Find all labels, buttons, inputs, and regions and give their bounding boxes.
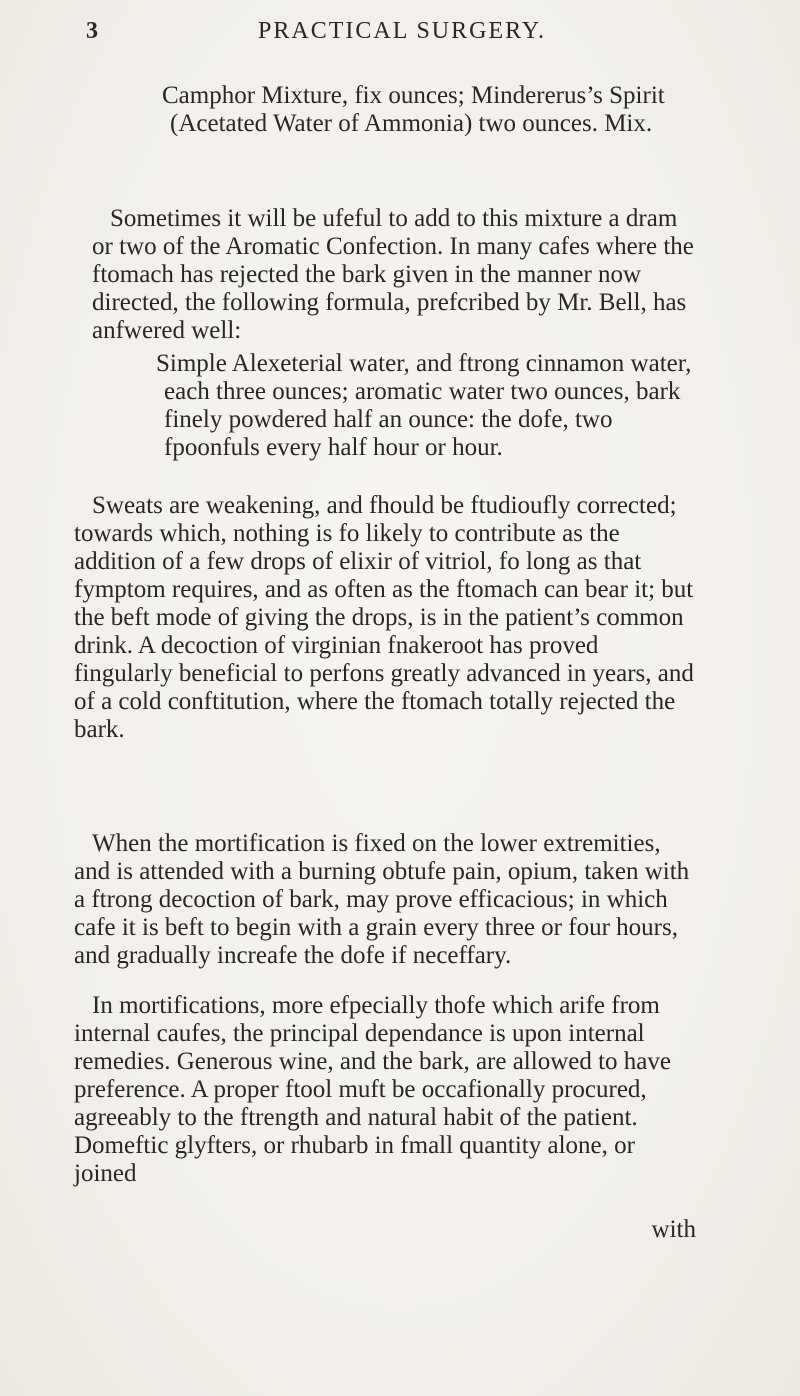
paragraph: Sometimes it will be ufeful to add to this mixture a dram or two of the Aromatic Confection. In many cafes where the ftomach has rejected the bark given in the manner now directed, the following formula, prefcribed by Mr. Bell, has anfwered well: (92, 205, 694, 344)
paragraph: Camphor Mixture, fix ounces; Mindererus’s Spirit (Acetated Water of Ammonia) two ounces. Mix. (162, 82, 665, 137)
paragraph-internal-remedies (74, 992, 702, 1188)
page-header (0, 12, 800, 52)
paragraph-mortification (74, 830, 702, 970)
recipe-alexeterial-water (112, 350, 702, 462)
paragraph: Sweats are weakening, and fhould be ftudioufly corrected; towards which, nothing is fo likely to contribute as the addition of a few drops of elixir of vitriol, fo long as that fymptom requires, and as often as the ftomach can bear it; but the beft mode of giving the drops, is in the patient’s common drink. A decoction of virginian fnakeroot has proved fingularly beneficial to perfons greatly advanced in years, and of a cold conftitution, where the ftomach totally rejected the bark. (74, 492, 694, 743)
running-head: PRACTICAL SURGERY. (258, 18, 547, 44)
paragraph: When the mortification is fixed on the lower extremities, and is attended with a burning obtufe pain, opium, taken with a ftrong decoction of bark, may prove efficacious; in which cafe it is beft to begin with a grain every three or four hours, and gradually increafe the dofe if neceffary. (74, 830, 690, 969)
paragraph: Simple Alexeterial water, and ftrong cinnamon water, each three ounces; aromatic water two ounces, bark finely powdered half an ounce: the dofe, two fpoonfuls every half hour or hour. (156, 350, 692, 461)
paragraph: In mortifications, more efpecially thofe which arife from internal caufes, the principal dependance is upon internal remedies. Generous wine, and the bark, are allowed to have preference. A proper ftool muft be occafionally procured, agreeably to the ftrength and natural habit of the patient. Domeftic glyfters, or rhubarb in fmall quantity alone, or joined (74, 992, 671, 1187)
page-number: 3 (86, 18, 98, 44)
recipe-camphor-mixture (118, 82, 698, 138)
paragraph-aromatic-confection (92, 205, 700, 345)
catchword: with (651, 1216, 696, 1243)
paragraph-sweats (74, 492, 702, 744)
